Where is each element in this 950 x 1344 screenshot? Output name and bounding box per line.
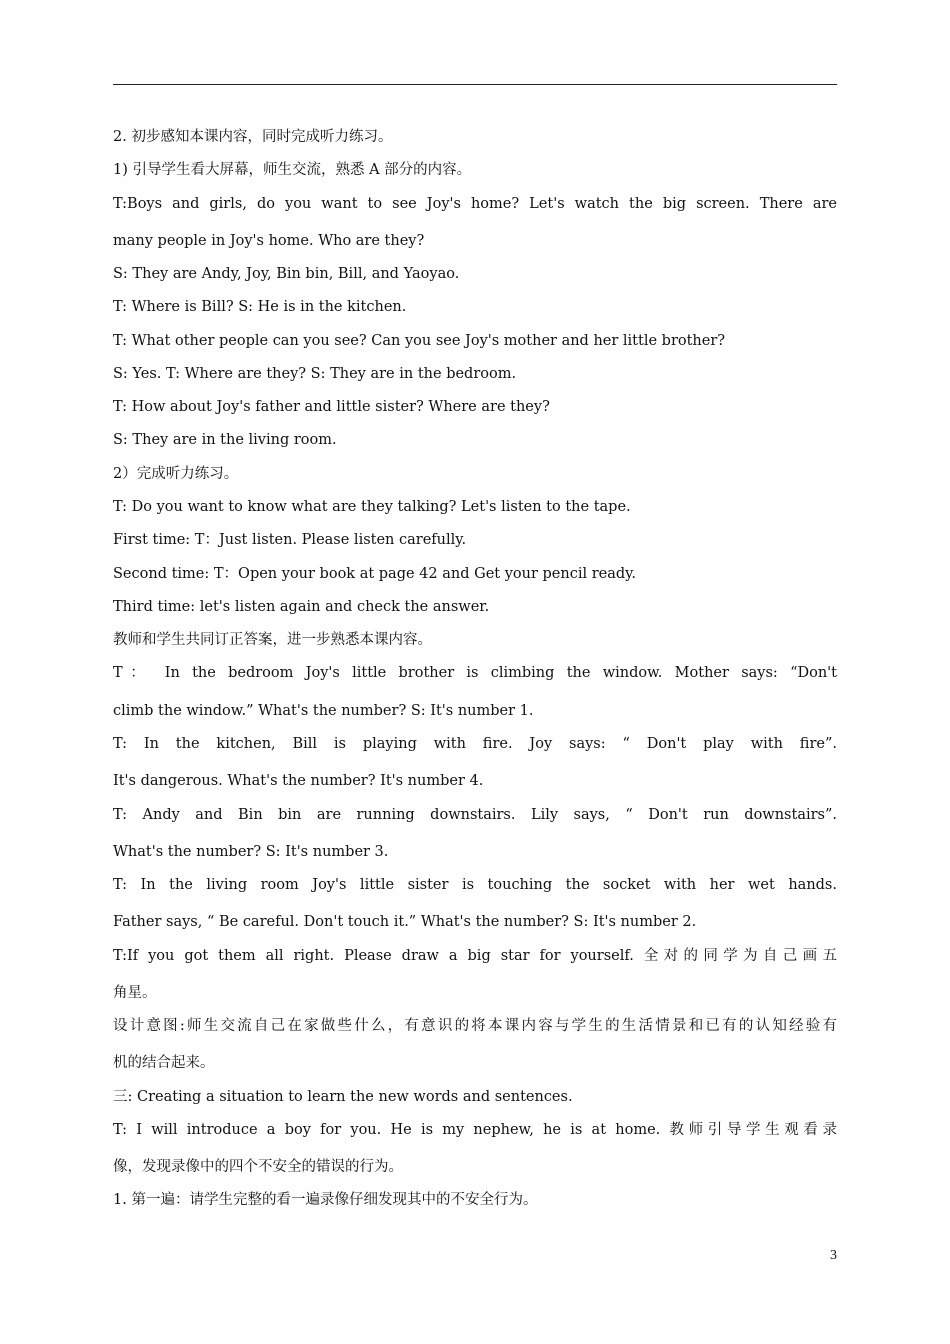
text-line: T: What other people can you see? Can you see Joy's mother and her little brother?: [113, 333, 726, 349]
text-line: climb the window.” What's the number? S: It's number 1.: [113, 703, 534, 719]
header-rule: [113, 84, 837, 85]
step-heading: 2）完成听力练习。: [113, 466, 239, 482]
text-line: T： In the bedroom Joy's little brother is climbing the window. Mother says: “Don't: [113, 665, 837, 681]
text-line: 像，发现录像中的四个不安全的错误的行为。: [113, 1159, 403, 1175]
text-line: Second time: T：Open your book at page 42 and Get your pencil ready.: [113, 566, 637, 582]
text-line: T: I will introduce a boy for you. He is my nephew, he is at home. 教师引导学生观看录: [113, 1122, 837, 1138]
text-line: It's dangerous. What's the number? It's number 4.: [113, 773, 484, 789]
design-intent: 设计意图:师生交流自己在家做些什么，有意识的将本课内容与学生的生活情景和已有的认知经验有: [113, 1018, 837, 1034]
text-line: T: In the kitchen, Bill is playing with fire. Joy says: “ Don't play with fire”.: [113, 736, 837, 752]
section-heading: 三: Creating a situation to learn the new words and sentences.: [113, 1089, 573, 1105]
text-line: 教师和学生共同订正答案，进一步熟悉本课内容。: [113, 632, 432, 648]
text-line: T: Do you want to know what are they talking? Let's listen to the tape.: [113, 499, 631, 515]
text-line: Third time: let's listen again and check the answer.: [113, 599, 490, 615]
text-line: 1. 第一遍：请学生完整的看一遍录像仔细发现其中的不安全行为。: [113, 1192, 538, 1208]
text-line: T: Andy and Bin bin are running downstairs. Lily says, “ Don't run downstairs”.: [113, 807, 837, 823]
text-line: What's the number? S: It's number 3.: [113, 844, 389, 860]
text-line: S: They are in the living room.: [113, 432, 337, 448]
text-line: many people in Joy's home. Who are they?: [113, 233, 425, 249]
page-number: 3: [830, 1248, 837, 1263]
step-heading: 1) 引导学生看大屏幕，师生交流，熟悉 A 部分的内容。: [113, 162, 472, 178]
text-line: T:Boys and girls, do you want to see Joy's home? Let's watch the big screen. There are: [113, 196, 837, 212]
text-line: T:If you got them all right. Please draw a big star for yourself. 全对的同学为自己画五: [113, 948, 837, 964]
text-line: 角星。: [113, 985, 157, 1001]
section-heading: 2. 初步感知本课内容，同时完成听力练习。: [113, 129, 393, 145]
text-line: S: They are Andy, Joy, Bin bin, Bill, and Yaoyao.: [113, 266, 460, 282]
text-line: T: In the living room Joy's little sister is touching the socket with her wet hands.: [113, 877, 837, 893]
text-line: Father says, “ Be careful. Don't touch it.” What's the number? S: It's number 2.: [113, 914, 697, 930]
text-line: T: Where is Bill? S: He is in the kitchen.: [113, 299, 407, 315]
text-line: First time: T：Just listen. Please listen carefully.: [113, 532, 467, 548]
text-line: S: Yes. T: Where are they? S: They are in the bedroom.: [113, 366, 517, 382]
design-intent: 机的结合起来。: [113, 1055, 215, 1071]
text-line: T: How about Joy's father and little sister? Where are they?: [113, 399, 550, 415]
